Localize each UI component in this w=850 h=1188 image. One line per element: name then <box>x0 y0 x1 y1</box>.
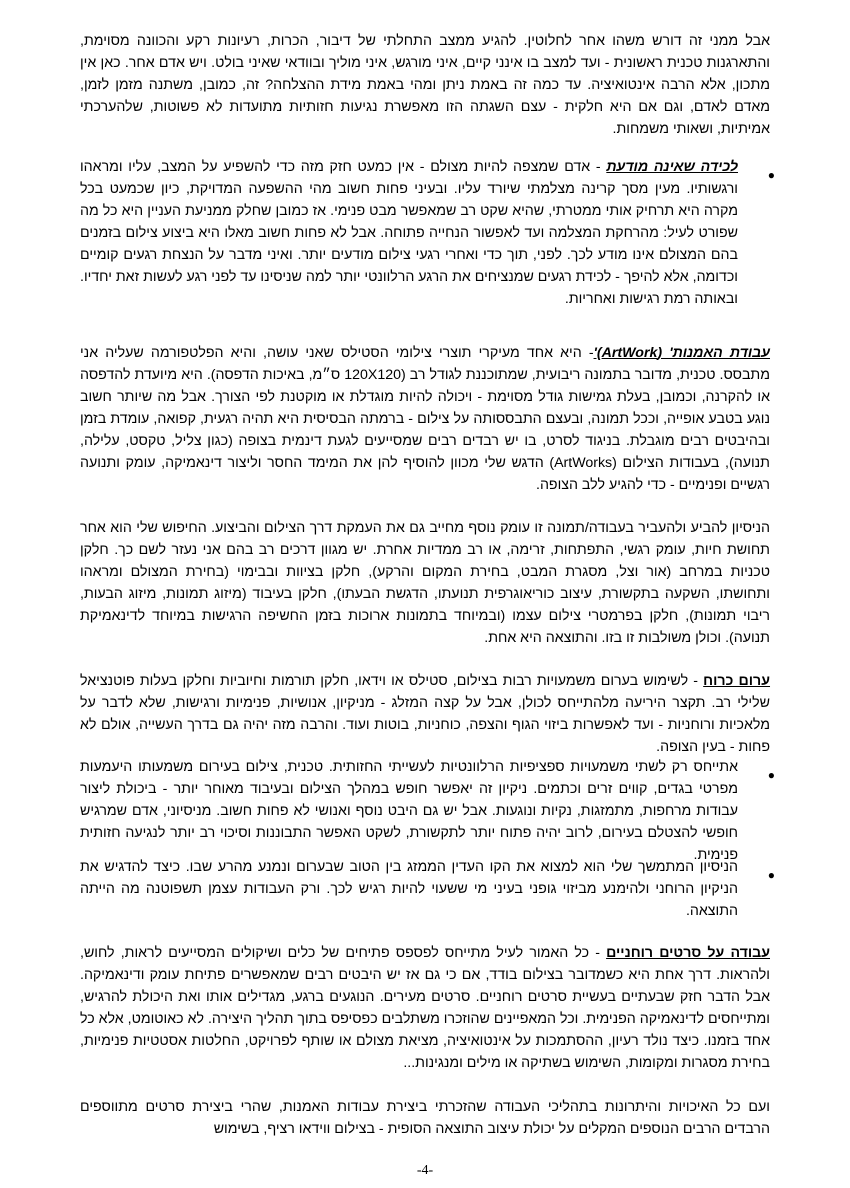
bullet-marker: ● <box>767 168 775 182</box>
page-number: -4- <box>416 1163 434 1178</box>
paragraph-depth: הניסיון להביע ולהעביר בעבודה/תמונה זו עומק נוסף מחייב גם את העמקת דרך הצילום והביצוע. החיפוש שלי הוא אחר תחושת חיות, עומק רגשי, התפתחות, זרימה, או רב ממדיות אחרת. יש מגוון דרכים רב בהם אני נעזר לשם כך. חלקן טכניות במרחב (אור וצל, מסגרת המבט, בחירת המקום והרקע), חלקן בציוות ובבימוי (בחירת המצולם ומראהו ותחושתו, השקעה בתקשורת, עיצוב כוריאוגרפית תנועתו, הדגשת הבעתו), חלקן בעיבוד (מיזוג תמונות, מיזוג הבעות, ריבוי תמונות), חלקן בפרמטרי צילום עצמו (ובמיוחד בתמונות ארוכות בזמן החשיפה הרגישות במיוחד לדינאמיקת תנועה). וכולן משולבות זו בזו. והתוצאה היא אחת. <box>80 520 770 646</box>
paragraph-qualities: ועם כל האיכויות והיתרונות בתהליכי העבודה שהזכרתי ביצירת עבודות האמנות, שהרי ביצירת סרטים מתווספים הרבדים הרבים הנוספים המקלים על יכולת עיצוב התוצאה הסופית - בצילום ווידאו רציף, בשימוש <box>80 1099 770 1137</box>
bullet-text-unconscious-capture: - אדם שמצפה להיות מצולם - אין כמעט חזק מזה כדי להשפיע על המצב, עליו ומראהו ורגשותיו. מעין מסך קרינה מצלמתי שיורד עליו. ובעיני פחות חשוב מהי ההשפעה המדויקת, כיון שכמעט בכל מקרה היא תרחיק אותי ממטרתי, שהיא שקט רב שמאפשר מבט פנימי. אז כמובן שחלק ממניעת העניין היא כל מה שפורט לעיל: מהרחקת המצלמה ועד לאפשור הנחייה פתוחה. אבל לא פחות חשוב מאלו היא ביצוע צילום בזמנים בהם המצולם אינו מודע לכך. לפני, תוך כדי ואחרי רגעי צילום מודעים יותר. ואיני מדבר על הנצחת רגעים קומיים וכדומה, אלא להיפך - לכידת רגעים שמנציחים את הרגע הרלוונטי יותר למה שניסינו עד לפני רגע לעשות זאת יחדיו. ובאותה רמת רגישות ואחריות. <box>80 159 738 307</box>
paragraph-artwork-text: - היא אחד מעיקרי תוצרי צילומי הסטילס שאני עושה, והיא הפלטפורמה שעליה אני מתבסס. טכנית, מדובר בתמונה ריבועית, שמתוכננת לגודל רב (120X120 ס״מ, באיכות הדפסה). היא מיועדת להדפסה או להקרנה, וכמובן, בעלת גמישות גודל מסוימת - ויכולה להיות מוגדלת או מוקטנת לפי הצורך. אבל מה שיותר חשוב נוגע בטבע אופייה, וככל תמונה, ובעצם התבססותה על צילום - ברמתה הבסיסית היא תהיה רגעית, קפואה, עומדת בזמן ובהיבטים רבים מוגבלת. בניגוד לסרט, בו יש רבדים רבים שמסייעים לגעת דינמית בצופה (כגון צליל, טקסט, עלילה, תנועה), בעבודות הצילום (ArtWorks) הדגש שלי מכוון להוסיף להן את המימד החסר וליצור דינאמיקה, עומק ותנועה רגשיים ופנימיים - כדי להגיע ללב הצופה. <box>80 345 770 493</box>
bullet-unconscious-capture <box>80 156 738 310</box>
bullet-marker: ● <box>767 768 775 782</box>
bullet-fine-line: הניסיון המתמשך שלי הוא למצוא את הקו העדין הממזג בין הטוב שבערום ונמנע מהרע שבו. כיצד להדגיש את הניקיון הרוחני ולהימנע מביזוי גופני בעיני מי ששעוי להיות רגיש לכך. ורק העבודות עצמן תשפוטנה מה הייתה התוצאה. <box>80 859 738 919</box>
paragraph-artwork <box>80 342 770 496</box>
bullet-label-unconscious-capture: לכידה שאינה מודעת <box>606 159 738 175</box>
paragraph-nude-text: - לשימוש בערום משמעויות רבות בצילום, סטילס או וידאו, חלקן תורמות וחיוביות וחלקן בעלות פוטנציאל שלילי רב. תקצר היריעה מלהתייחס לכולן, אבל על קצה המזלג - מניקיון, אנושיות, פנימיות ורגישות, שלא לדבר על מלאכיות ורוחניות - ועד לאפשרות ביזוי הגוף והצפה, כוחניות, בוטות ועוד. והרבה מזה יהיה גם בדרך העשייה, אולם לא פחות - בעין הצופה. <box>80 673 770 755</box>
bullet-nude-meanings: אתייחס רק לשתי משמעויות ספציפיות הרלוונטיות לעשייתי החזותית. טכנית, צילום בעירום משמעותו היעמעות מפרטי בגדים, קווים זרים וכתמים. ניקיון זה יאפשר חופש במהלך הצילום ובעיבוד מאוחר יותר - ביכולת ליצור עבודות מרחפות, מתמזגות, נקיות ונוגעות. אבל יש גם היבט נוסף ואנושי לא פחות חשוב. מניסיוני, אדם שמרגיש חופשי להצטלם בעירום, לרוב יהיה פתוח יותר לתקשורת, לשקט האפשר התבוננות וסיכוי רב יותר לנגיעה חזותית פנימית. <box>80 759 738 863</box>
paragraph-nude <box>80 670 770 758</box>
heading-artwork: עבודת האמנות' (ArtWork)' <box>593 345 770 361</box>
bullet-marker: ● <box>767 868 775 882</box>
paragraph-intro-continuation: אבל ממני זה דורש משהו אחר לחלוטין. להגיע ממצב התחלתי של דיבור, הכרות, רעיונות רקע והכוונה מסוימת, והתארגנות טכנית ראשונית - ועד למצב בו אינני קיים, איני מורגש, איני מוליך ובוודאי שאיני בולט. ויש אדם אחר. כאן אין מתכון, אלא הרבה אינטואיציה. עד כמה זה באמת ניתן ומהי באמת מידת ההצלחה? זה, כמובן, משתנה מזמן לזמן, מאדם לאדם, וגם אם היא חלקית - עצם השגתה הזו מאפשרת נגיעות חזותיות מתועדות לא פשוטות, שלהערכתי אמיתיות, ושאותי משמחות. <box>80 33 770 137</box>
paragraph-spiritual-films <box>80 942 770 1074</box>
paragraph-spiritual-films-text: - כל האמור לעיל מתייחס לפספס פתיחים של כלים ושיקולים המסייעים לראות, לחוש, ולהראות. דרך אחת היא כשמדובר בצילום בודד, אם כי גם אז יש היבטים רבים שמאפשרים פתיחת עומק ודינאמיקה. אבל הדבר חזק שבעתיים בעשיית סרטים רוחניים. סרטים מעירים. הנוגעים ברגע, מגדילים אותו ואת היכולת להרגיש, ומתייחסים לדינאמיקה הפנימית. וכל המאפיינים שהוזכרו משתלבים כפסיפס בתוך תהליך היצירה. לא כאוטומט, אלא כל אחד בזמנו. כיצד נולד רעיון, ההסתמכות על אינטואיציה, מציאת מצולם או שותף לפרויקט, החלטות אסטטיות פנימיות, בחירת מסגרות ומקומות, השימוש בשתיקה או מילים ומנגינות... <box>80 945 770 1071</box>
heading-nude-as-spirit: ערום כרוח <box>703 673 771 689</box>
heading-spiritual-films: עבודה על סרטים רוחניים <box>606 945 770 961</box>
